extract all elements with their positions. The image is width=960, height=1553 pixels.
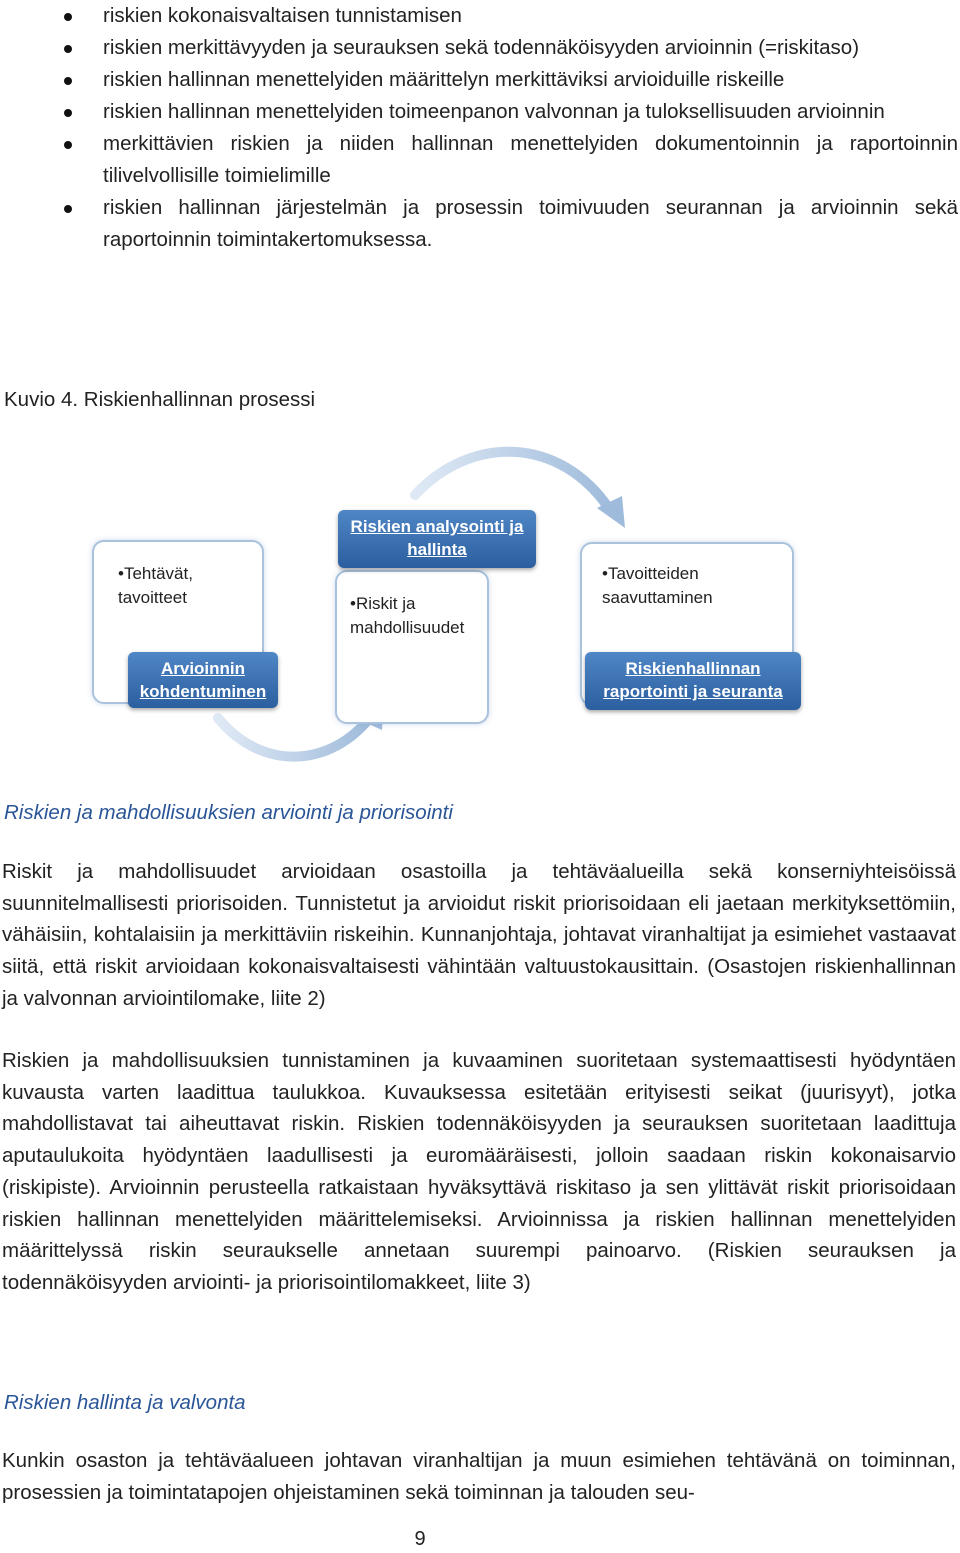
- paragraph: Riskien ja mahdollisuuksien tunnistaminen ja kuvaaminen suoritetaan systemaattisesti hyödyntäen kuvausta varten laadittua taulukkoa. Kuvauksessa esitetään erityisesti seikat (juurisyyt), jotka mahdollistavat tai aiheuttavat riskin. Riskien todennäköisyyden ja seurauksen suoritetaan laadittuja aputaulukoita hyödyntäen laadullisesti ja euromääräisesti, jolloin saadaan riskin kokonaisarvio (riskipiste). Arvioinnin perusteella ratkaistaan hyväksyttävä riskitaso ja sen ylittävät riskit priorisoidaan riskien hallinnan menettelyiden määrittelemiseksi. Arvioinnissa ja riskien hallinnan menettelyiden määrittelyssä riskin seuraukselle annetaan suurempi painoarvo. (Riskien seurauksen ja todennäköisyyden arviointi- ja priorisointilomakkeet, liite 3): [2, 1049, 956, 1294]
- figure-caption: Kuvio 4. Riskienhallinnan prosessi: [4, 388, 316, 411]
- list-item: riskien hallinnan järjestelmän ja prosessin toimivuuden seurannan ja arvioinnin sekä raportoinnin toimintakertomuksessa.: [0, 192, 958, 256]
- list-item: merkittävien riskien ja niiden hallinnan menettelyiden dokumentoinnin ja raportoinnin tilivelvollisille toimielimille: [0, 128, 958, 192]
- bullet-icon: [64, 77, 72, 85]
- bullet-icon: [64, 13, 72, 21]
- section-heading-1: Riskien ja mahdollisuuksien arviointi ja priorisointi: [4, 801, 453, 824]
- list-item: riskien hallinnan menettelyiden määrittelyn merkittäviksi arvioiduille riskeille: [0, 64, 958, 96]
- page-number: 9: [414, 1528, 426, 1550]
- bullet-icon: [64, 45, 72, 53]
- bullet-icon: [64, 109, 72, 117]
- step-title-2: Riskien analysointi ja hallinta: [338, 510, 536, 568]
- list-item: riskien merkittävyyden ja seurauksen sekä todennäköisyyden arvioinnin (=riskitaso): [0, 32, 958, 64]
- top-arrow: [415, 452, 610, 510]
- bullet-icon: [64, 205, 72, 213]
- list-item: riskien hallinnan menettelyiden toimeenpanon valvonnan ja tuloksellisuuden arvioinnin: [0, 96, 958, 128]
- section-heading-2: Riskien hallinta ja valvonta: [4, 1391, 246, 1414]
- step-detail-3: •Tavoitteiden saavuttaminen: [602, 564, 713, 607]
- list-item: riskien kokonaisvaltaisen tunnistamisen: [0, 0, 958, 32]
- process-diagram: [0, 430, 960, 790]
- step-detail-1: •Tehtävät, tavoitteet: [118, 564, 193, 607]
- bullet-icon: [64, 141, 72, 149]
- step-detail-2: •Riskit ja mahdollisuudet: [350, 594, 465, 637]
- paragraph: Riskit ja mahdollisuudet arvioidaan osastoilla ja tehtäväalueilla sekä konserniyhteisöissä suunnitelmallisesti priorisoiden. Tunnistetut ja arvioidut riskit priorisoidaan eli jaetaan merkityksettömiin, vähäisiin, kohtalaisiin ja merkittäviin riskeihin. Kunnanjohtaja, johtavat viranhaltijat ja esimiehet vastaavat siitä, että riskit arvioidaan kokonaisvaltaisesti vähintään valtuustokausittain. (Osastojen riskienhallinnan ja valvonnan arviointilomake, liite 2): [2, 860, 956, 1010]
- step-title-3: Riskienhallinnan raportointi ja seuranta: [585, 652, 801, 710]
- bullet-list: [0, 0, 958, 256]
- paragraph: Kunkin osaston ja tehtäväalueen johtavan viranhaltijan ja muun esimiehen tehtävänä on toiminnan, prosessien ja toimintatapojen ohjeistaminen sekä toiminnan ja talouden seu-: [2, 1449, 956, 1504]
- step-title-1: Arvioinnin kohdentuminen: [128, 652, 278, 708]
